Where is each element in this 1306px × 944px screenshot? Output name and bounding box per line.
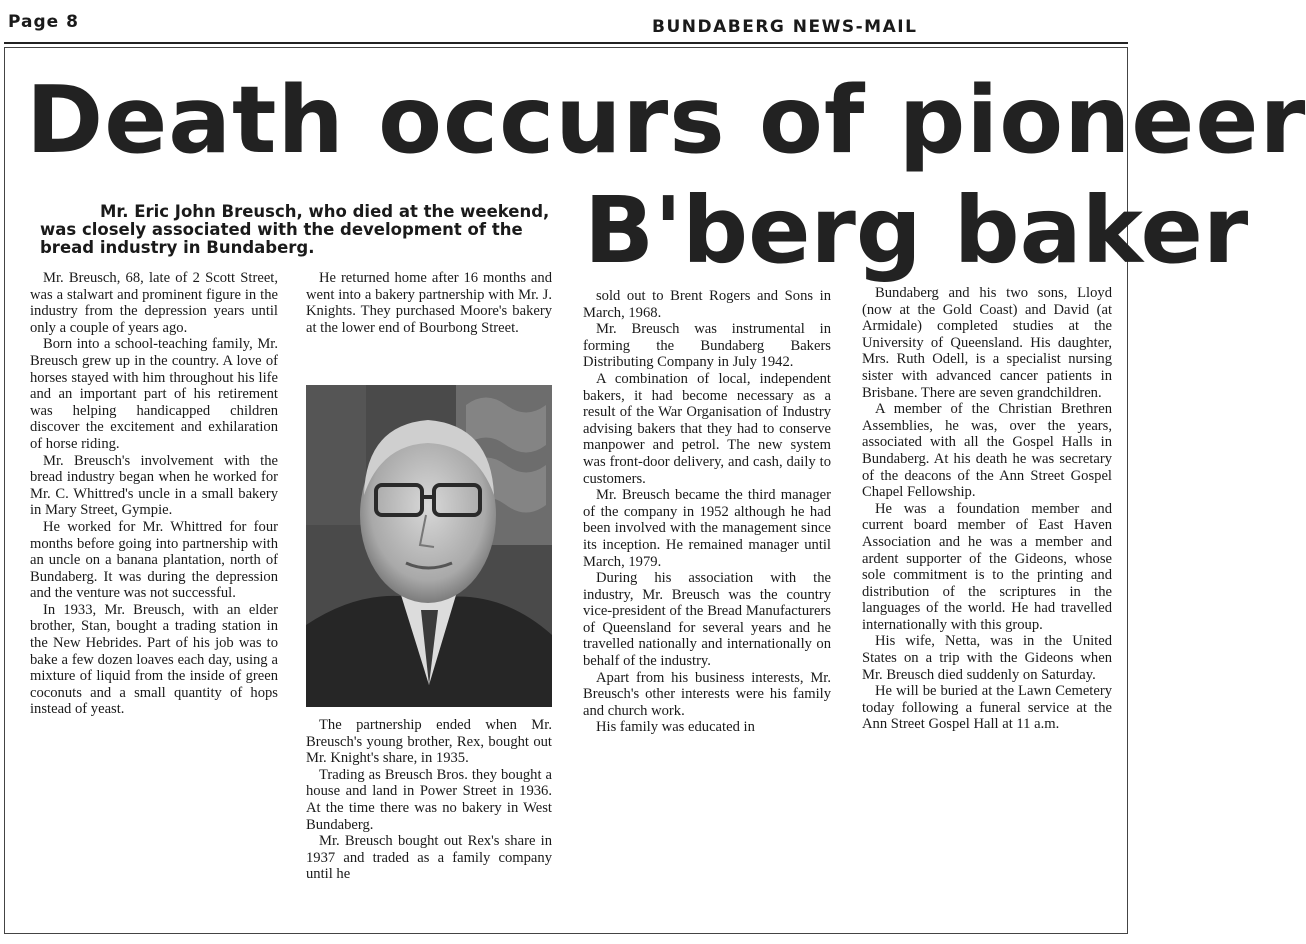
headline-line-1: Death occurs of pioneer	[26, 66, 1306, 174]
paragraph: The partnership ended when Mr. Breusch's young brother, Rex, bought out Mr. Knight's share, in 1935.	[306, 717, 552, 767]
page-number: Page 8	[8, 12, 79, 32]
paragraph: A combination of local, independent bakers, it had become necessary as a result of the War Organisation of Industry advising bakers that they had to conserve manpower and petrol. The new system was front-door delivery, and cash, daily to customers.	[583, 370, 831, 487]
paragraph: He was a foundation member and current board member of East Haven Association and he was a member and ardent supporter of the Gideons, whose sole commitment is to the printing and distribution of the scriptures in the languages of the world. He had travelled internationally with this group.	[862, 500, 1112, 633]
newspaper-name: BUNDABERG NEWS-MAIL	[652, 17, 918, 37]
paragraph: Apart from his business interests, Mr. Breusch's other interests were his family and church work.	[583, 669, 831, 719]
column-3	[583, 288, 831, 736]
portrait-image	[306, 385, 552, 707]
paragraph: His wife, Netta, was in the United States on a trip with the Gideons when Mr. Breusch died suddenly on Saturday.	[862, 633, 1112, 683]
paragraph: In 1933, Mr. Breusch, with an elder brother, Stan, bought a trading station in the New Hebrides. Part of his job was to bake a few dozen loaves each day, using a mixture of liquid from the inside of green coconuts and a small quantity of hops instead of yeast.	[30, 601, 278, 718]
paragraph: Mr. Breusch bought out Rex's share in 1937 and traded as a family company until he	[306, 833, 552, 883]
standfirst: Mr. Eric John Breusch, who died at the weekend, was closely associated with the development of the bread industry in Bundaberg.	[40, 202, 550, 257]
column-4	[862, 285, 1112, 733]
column-1	[30, 270, 278, 718]
headline-line-2: B'berg baker	[584, 177, 1249, 284]
paragraph: His family was educated in	[596, 719, 755, 736]
header-rule	[4, 42, 1128, 44]
paragraph: sold out to Brent Rogers and Sons in March, 1968.	[583, 288, 831, 321]
column-2-top	[306, 270, 552, 336]
paragraph: Bundaberg and his two sons, Lloyd (now at the Gold Coast) and David (at Armidale) completed studies at the University of Queensland. His daughter, Mrs. Ruth Odell, is a specialist nursing sister with advanced cancer patients in Brisbane. There are seven grandchildren.	[862, 285, 1112, 401]
paragraph: Born into a school-teaching family, Mr. Breusch grew up in the country. A love of horses stayed with him throughout his life and an important part of his retirement was helping handicapped children discover the excitement and exhilaration of horse riding.	[30, 336, 278, 452]
paragraph: Mr. Breusch became the third manager of the company in 1952 although he had been involved with the management since its inception. He remained manager until March, 1979.	[583, 487, 831, 570]
paragraph: He returned home after 16 months and went into a bakery partnership with Mr. J. Knights. They purchased Moore's bakery at the lower end of Bourbong Street.	[306, 270, 552, 336]
portrait-photo	[306, 385, 552, 707]
paragraph: Mr. Breusch, 68, late of 2 Scott Street, was a stalwart and prominent figure in the industry from the depression years until only a couple of years ago.	[30, 270, 278, 336]
paragraph: Trading as Breusch Bros. they bought a house and land in Power Street in 1936. At the time there was no bakery in West Bundaberg.	[306, 766, 552, 833]
paragraph: He will be buried at the Lawn Cemetery today following a funeral service at the Ann Street Gospel Hall at 11 a.m.	[862, 683, 1112, 733]
paragraph: He worked for Mr. Whittred for four months before going into partnership with an uncle on a banana plantation, north of Bundaberg. It was during the depression and the venture was not successful.	[30, 518, 278, 602]
paragraph: During his association with the industry, Mr. Breusch was the country vice-president of the Bread Manufacturers of Queensland for several years and he travelled nationally and internationally on behalf of the industry.	[583, 570, 831, 670]
paragraph: A member of the Christian Brethren Assemblies, he was, over the years, associated with all the Gospel Halls in Bundaberg. At his death he was secretary of the deacons of the Ann Street Gospel Chapel Fellowship.	[862, 401, 1112, 501]
paragraph: Mr. Breusch was instrumental in forming the Bundaberg Bakers Distributing Company in July 1942.	[583, 321, 831, 371]
paragraph: Mr. Breusch's involvement with the bread industry began when he worked for Mr. C. Whittred's uncle in a small bakery in Mary Street, Gympie.	[30, 452, 278, 519]
column-2-bottom	[306, 717, 552, 883]
